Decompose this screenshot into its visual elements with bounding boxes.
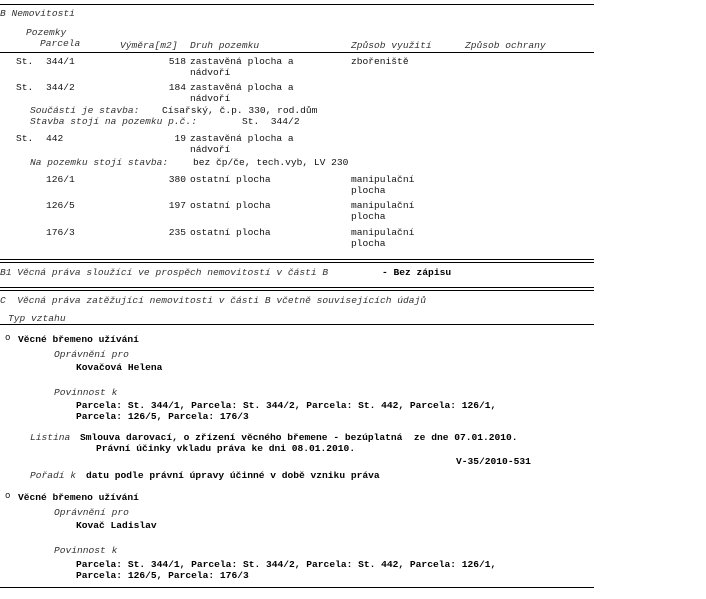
row-druh-2: nádvoří [190, 93, 231, 104]
listina-ref: V-35/2010-531 [456, 456, 531, 467]
row-vyuziti: manipulační [351, 174, 415, 185]
col-parcela: Parcela [40, 38, 81, 49]
rule-b1-top-2 [0, 262, 594, 263]
poradi-value: datu podle právní úpravy účinné v době vzniku práva [86, 470, 380, 481]
povinnost-line-1: Parcela: St. 344/1, Parcela: St. 344/2, Parcela: St. 442, Parcela: 126/1, [76, 400, 497, 411]
row-vyuziti: zbořeniště [351, 56, 409, 67]
row-vyuziti: manipulační [351, 227, 415, 238]
bullet-icon: o [5, 491, 11, 501]
rule-header [0, 52, 594, 53]
rule-c-top-2 [0, 290, 594, 291]
row-druh: zastavěná plocha a [190, 82, 294, 93]
row-prefix: St. [16, 82, 34, 93]
row-druh: ostatní plocha [190, 200, 271, 211]
row-druh-2: nádvoří [190, 67, 231, 78]
section-c-heading: C Věcná práva zatěžující nemovitosti v části B včetně souvisejících údajů [0, 295, 427, 306]
povinnost-line-2: Parcela: 126/5, Parcela: 176/3 [76, 411, 249, 422]
row-druh: zastavěná plocha a [190, 56, 294, 67]
poradi-label: Pořadí k [30, 470, 77, 481]
row-vyuziti-2: plocha [351, 211, 386, 222]
note-na-pozemku-value: bez čp/če, tech.vyb, LV 230 [193, 157, 349, 168]
col-vymera: Výměra[m2] [120, 40, 178, 51]
rule-c-top [0, 287, 594, 288]
opravneni-label: Oprávnění pro [54, 349, 129, 360]
povinnost-line-2: Parcela: 126/5, Parcela: 176/3 [76, 570, 249, 581]
rule-b1-top [0, 259, 594, 260]
row-druh: ostatní plocha [190, 174, 271, 185]
note-soucasti-label: Součásti je stavba: [30, 105, 140, 116]
povinnost-line-1: Parcela: St. 344/1, Parcela: St. 344/2, Parcela: St. 442, Parcela: 126/1, [76, 559, 497, 570]
row-prefix: St. [16, 133, 34, 144]
row-vymera: 184 [168, 82, 186, 93]
note-na-pozemku-label: Na pozemku stojí stavba: [30, 157, 169, 168]
rule-c-header [0, 324, 594, 325]
povinnost-label: Povinnost k [54, 387, 118, 398]
listina-line-1: Smlouva darovací, o zřízení věcného břemene - bezúplatná ze dne 07.01.2010. [80, 432, 518, 443]
listina-label: Listina [30, 432, 71, 443]
row-vyuziti-2: plocha [351, 238, 386, 249]
section-b1-value: - Bez zápisu [382, 267, 452, 278]
col-typ-vztahu: Typ vztahu [8, 313, 66, 324]
col-zpusob-ochrany: Způsob ochrany [465, 40, 546, 51]
row-druh: zastavěná plocha a [190, 133, 294, 144]
row-parcela: 176/3 [46, 227, 75, 238]
row-parcela: 126/1 [46, 174, 75, 185]
listina-line-2: Právní účinky vkladu práva ke dni 08.01.2010. [96, 443, 356, 454]
entry-title: Věcné břemeno užívání [18, 334, 139, 345]
row-vymera: 197 [168, 200, 186, 211]
row-parcela: 126/5 [46, 200, 75, 211]
row-druh: ostatní plocha [190, 227, 271, 238]
row-prefix: St. [16, 56, 34, 67]
note-stavba-value: St. 344/2 [242, 116, 300, 127]
rule-top [0, 4, 594, 5]
row-parcela: 344/1 [46, 56, 75, 67]
rule-bottom [0, 587, 594, 588]
povinnost-label: Povinnost k [54, 545, 118, 556]
opravneni-label: Oprávnění pro [54, 507, 129, 518]
row-vymera: 19 [174, 133, 186, 144]
entry-title: Věcné břemeno užívání [18, 492, 139, 503]
opravneni-value: Kovačová Helena [76, 362, 163, 373]
section-b-heading: B Nemovitosti [0, 8, 75, 19]
col-zpusob-vyuziti: Způsob využití [351, 40, 432, 51]
row-vymera: 380 [168, 174, 186, 185]
row-parcela: 344/2 [46, 82, 75, 93]
row-vymera: 235 [168, 227, 186, 238]
row-vymera: 518 [168, 56, 186, 67]
row-vyuziti: manipulační [351, 200, 415, 211]
note-soucasti-value: Císařský, č.p. 330, rod.dům [162, 105, 318, 116]
col-druh: Druh pozemku [190, 40, 260, 51]
row-vyuziti-2: plocha [351, 185, 386, 196]
note-stavba-label: Stavba stojí na pozemku p.č.: [30, 116, 197, 127]
section-b1-heading: B1 Věcná práva sloužící ve prospěch nemovitostí v části B [0, 267, 329, 278]
col-pozemky: Pozemky [26, 27, 67, 38]
opravneni-value: Kovač Ladislav [76, 520, 157, 531]
row-parcela: 442 [46, 133, 64, 144]
row-druh-2: nádvoří [190, 144, 231, 155]
bullet-icon: o [5, 333, 11, 343]
